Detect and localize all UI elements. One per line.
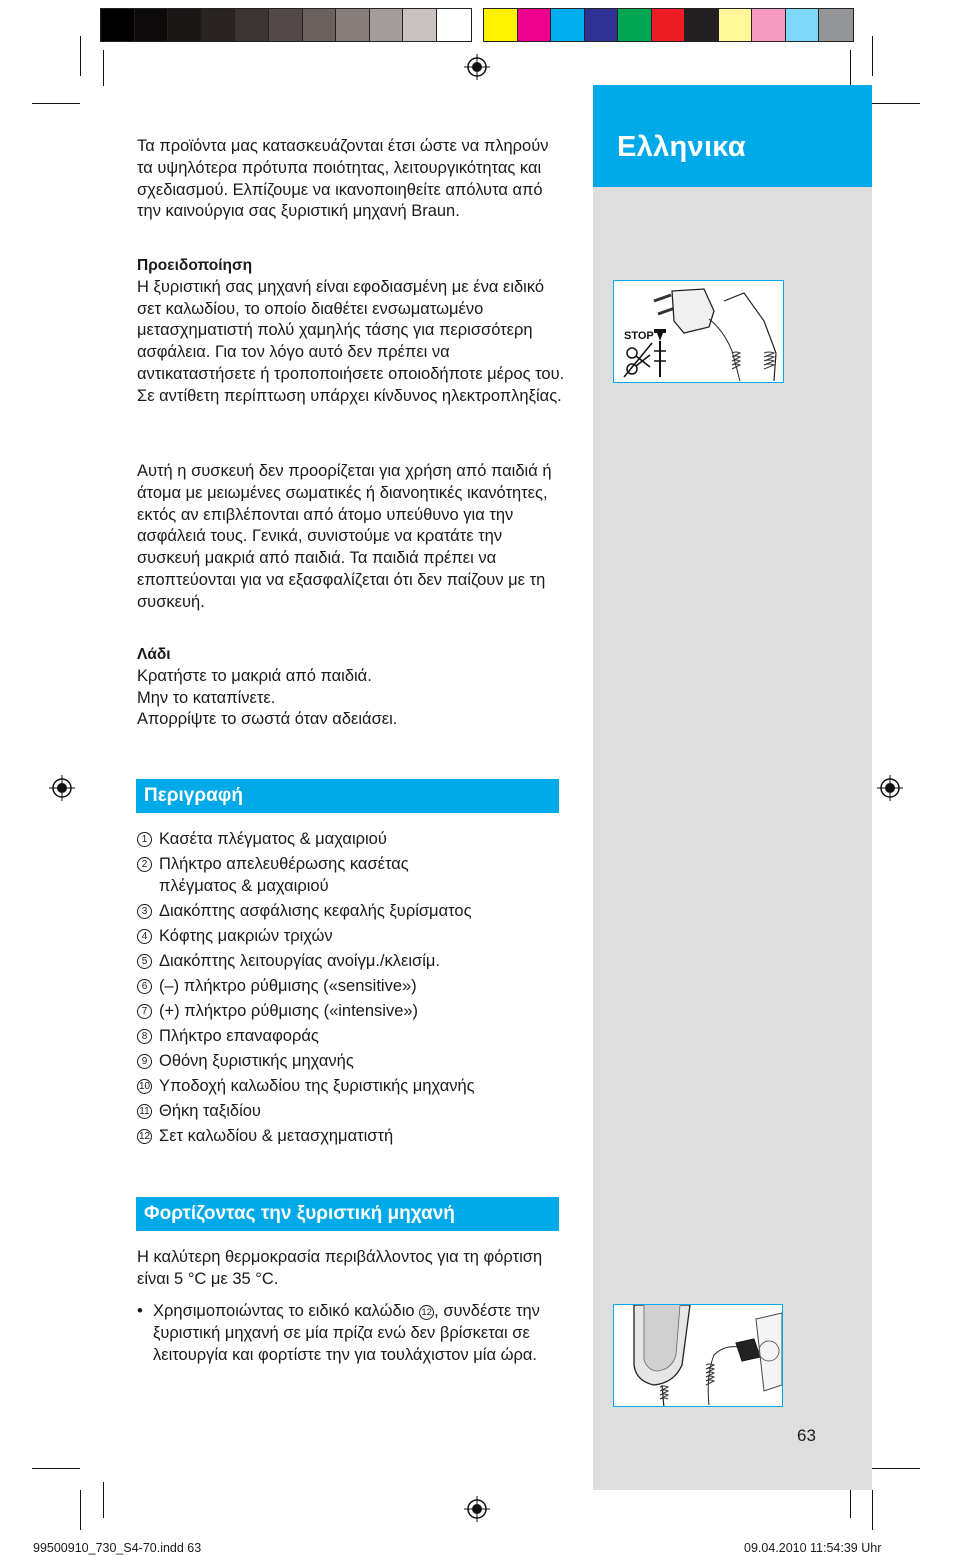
list-item-line: Διακόπτης λειτουργίας ανοίγμ./κλεισίμ. (159, 951, 440, 970)
list-item-text (159, 829, 387, 851)
oil-line: Κρατήστε το μακριά από παιδιά. (137, 666, 372, 685)
bullet-text (153, 1301, 562, 1366)
color-swatch (652, 9, 686, 41)
circled-number-icon: 12 (138, 1130, 151, 1142)
list-item (137, 1101, 567, 1123)
charging-section (137, 1247, 562, 1291)
list-item-text (159, 926, 333, 948)
list-item (137, 1051, 567, 1073)
circled-number-icon: 9 (137, 1054, 152, 1069)
circled-number-icon: 6 (137, 979, 152, 994)
warning-text: Η ξυριστική σας μηχανή είναι εφοδιασμένη με ένα ειδικό σετ καλωδίου, το οποίο διαθέτει ενσωματωμένο μετασχηματιστή πολύ χαμηλής τάσης για περισσότερη ασφάλεια. Για τον λόγο αυτό δεν πρέπει να αντικαταστήσετε ή τροποποιήσετε οποιοδήποτε μέρος του. Σε αντίθετη περίπτωση υπάρχει κίνδυνος ηλεκτροπληξίας. (137, 277, 565, 405)
list-item-line: Πλήκτρο απελευθέρωσης κασέτας (159, 854, 409, 873)
footer-file-info: 99500910_730_S4-70.indd 63 (33, 1541, 202, 1555)
list-item (137, 901, 567, 923)
list-item-text (159, 901, 472, 923)
color-swatch (618, 9, 652, 41)
list-item-text (159, 1126, 393, 1148)
list-item-text (159, 976, 417, 998)
list-item-text (159, 951, 440, 973)
list-item (137, 951, 567, 973)
circled-number-icon: 2 (137, 857, 152, 872)
registration-mark-icon (464, 1496, 490, 1522)
intro-section (137, 136, 567, 223)
description-heading: Περιγραφή (136, 779, 559, 813)
intro-paragraph: Τα προϊόντα μας κατασκευάζονται έτσι ώστε να πληρούν τα υψηλότερα πρότυπα ποιότητας, λειτουργικότητας και σχεδιασμού. Ελπίζουμε να ικανοποιηθείτε απόλυτα από την καινούργια σας ξυριστική μηχανή Braun. (137, 137, 549, 221)
crop-mark (872, 1490, 873, 1530)
list-item-line: Πλήκτρο επαναφοράς (159, 1026, 319, 1045)
shaver-charging-illustration (613, 1304, 783, 1407)
bullet-text-before: Χρησιμοποιώντας το ειδικό καλώδιο (153, 1302, 420, 1320)
crop-mark (32, 103, 80, 104)
color-swatch (551, 9, 585, 41)
list-item-text (159, 1051, 354, 1073)
circled-number-icon: 11 (137, 1104, 152, 1119)
crop-mark (872, 1468, 920, 1469)
list-item (137, 976, 567, 998)
list-item (137, 1026, 567, 1048)
gray-swatch (135, 9, 169, 41)
color-swatch (585, 9, 619, 41)
gray-swatch (370, 9, 404, 41)
list-item-line: πλέγματος & μαχαιριού (159, 876, 329, 895)
list-item (137, 1301, 562, 1366)
list-item (137, 1126, 567, 1148)
page-number: 63 (797, 1426, 816, 1445)
gray-swatch (101, 9, 135, 41)
crop-mark (80, 36, 81, 76)
color-swatch (518, 9, 552, 41)
list-item (137, 1076, 567, 1098)
list-item-line: Κασέτα πλέγματος & μαχαιριού (159, 830, 387, 848)
crop-mark (103, 1482, 104, 1518)
color-calibration-bar (483, 8, 854, 42)
list-item-text (159, 1101, 261, 1123)
list-item-line: (–) πλήκτρο ρύθμισης («sensitive») (159, 976, 417, 995)
crop-mark (872, 103, 920, 104)
footer-timestamp: 09.04.2010 11:54:39 Uhr (744, 1541, 882, 1555)
oil-line: Μην το καταπίνετε. (137, 688, 276, 707)
oil-title: Λάδι (137, 646, 171, 663)
warning-section (137, 255, 567, 408)
oil-section (137, 644, 567, 731)
circled-number-icon: 5 (137, 954, 152, 969)
list-item-text (159, 1076, 475, 1098)
temperature-text: Η καλύτερη θερμοκρασία περιβάλλοντος για τη φόρτιση είναι 5 °C με 35 °C. (137, 1248, 543, 1288)
oil-line: Απορρίψτε το σωστά όταν αδειάσει. (137, 710, 398, 729)
list-item-line: Διακόπτης ασφάλισης κεφαλής ξυρίσματος (159, 901, 472, 920)
list-item-line: Θήκη ταξιδίου (159, 1101, 261, 1120)
list-item (137, 1001, 567, 1023)
plug-cord-icon (614, 281, 784, 383)
circled-number-icon: 1 (137, 832, 152, 847)
gray-swatch (336, 9, 370, 41)
shaver-socket-icon (614, 1305, 783, 1407)
crop-mark (872, 36, 873, 76)
circled-number-icon: 8 (137, 1029, 152, 1044)
registration-mark-icon (49, 775, 75, 801)
crop-mark (32, 1468, 80, 1469)
list-item-line: Οθόνη ξυριστικής μηχανής (159, 1051, 354, 1070)
gray-swatch (437, 9, 471, 41)
crop-mark (103, 50, 104, 86)
registration-mark-icon (464, 54, 490, 80)
color-swatch (819, 9, 853, 41)
gray-swatch (303, 9, 337, 41)
warning-title: Προειδοποίηση (137, 257, 253, 274)
description-list (137, 829, 567, 1151)
list-item (137, 854, 567, 898)
crop-mark (80, 1490, 81, 1530)
list-item-line: (+) πλήκτρο ρύθμισης («intensive») (159, 1001, 419, 1020)
crop-mark (850, 50, 851, 86)
color-swatch (719, 9, 753, 41)
charging-heading: Φορτίζοντας την ξυριστική μηχανή (136, 1197, 559, 1231)
bullet-icon: • (137, 1302, 143, 1320)
bullet-text-after: , συνδέστε την ξυριστική μηχανή σε μία πρίζα ενώ δεν βρίσκεται σε λειτουργία και φορτίστε την για τουλάχιστον μία ώρα. (153, 1302, 540, 1364)
language-title: Ελληνικα (617, 131, 746, 163)
circled-number-icon: 3 (137, 904, 152, 919)
list-item (137, 829, 567, 851)
children-text: Αυτή η συσκευή δεν προορίζεται για χρήση από παιδιά ή άτομα με μειωμένες σωματικές ή διανοητικές ικανότητες, εκτός αν επιβλέπονται από άτομο υπεύθυνο για την ασφάλειά τους. Γενικά, συνιστούμε να κρατάτε την συσκευή μακριά από παιδιά. Τα παιδιά πρέπει να εποπτεύονται για να εξασφαλίζεται ότι δεν παίζουν με τη συσκευή. (137, 462, 552, 611)
list-item-text (159, 1026, 319, 1048)
color-swatch (752, 9, 786, 41)
charging-instructions (137, 1301, 562, 1366)
grayscale-calibration-bar (100, 8, 472, 42)
color-swatch (786, 9, 820, 41)
charger-plug-illustration (613, 280, 784, 383)
list-item-line: Υποδοχή καλωδίου της ξυριστικής μηχανής (159, 1076, 475, 1095)
list-item-text (159, 1001, 418, 1023)
circled-number-icon: 7 (137, 1004, 152, 1019)
gray-swatch (168, 9, 202, 41)
circled-number-icon: 12 (419, 1305, 434, 1320)
gray-swatch (202, 9, 236, 41)
list-item-text (159, 854, 409, 898)
color-swatch (685, 9, 719, 41)
list-item-line: Κόφτης μακριών τριχών (159, 926, 333, 945)
circled-number-icon: 4 (137, 929, 152, 944)
gray-swatch (403, 9, 437, 41)
language-header (593, 85, 872, 187)
stop-label: STOP (624, 330, 654, 342)
gray-swatch (269, 9, 303, 41)
children-section (137, 461, 567, 614)
color-swatch (484, 9, 518, 41)
registration-mark-icon (877, 775, 903, 801)
circled-number-icon: 10 (138, 1080, 151, 1092)
gray-swatch (235, 9, 269, 41)
list-item-line: Σετ καλωδίου & μετασχηματιστή (159, 1126, 394, 1145)
list-item (137, 926, 567, 948)
